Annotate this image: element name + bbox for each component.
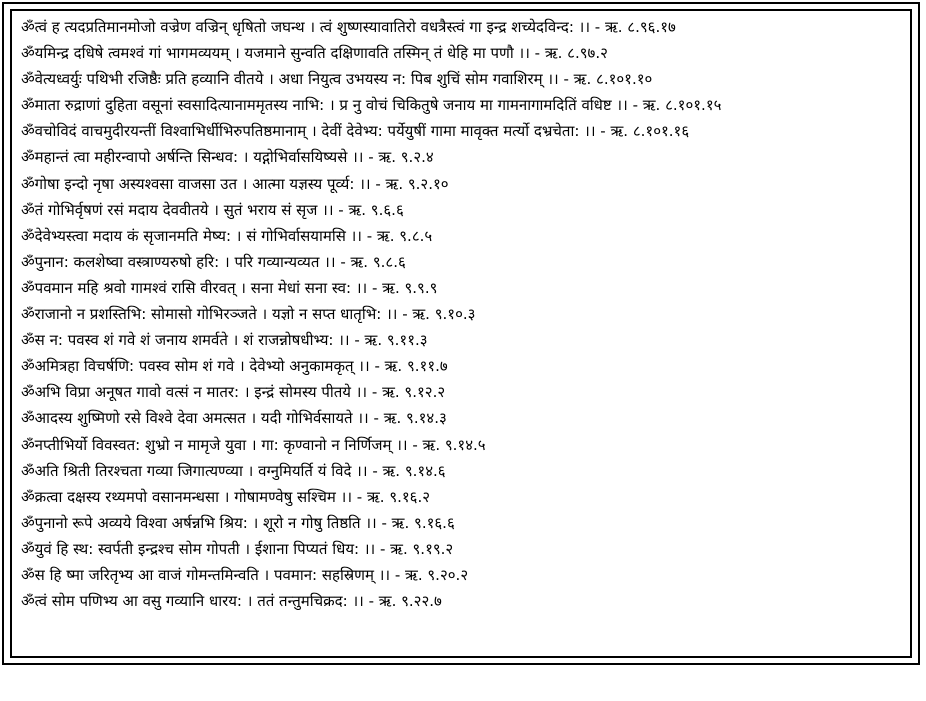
verse-line: ॐपुनानो रूपे अव्यये विश्वा अर्षन्नभि श्रिय: । शूरो न गोषु तिष्ठति ।। - ऋ. ९.१६.६ bbox=[21, 513, 455, 532]
verse-line: ॐत्वं सोम पणिभ्य आ वसु गव्यानि धारय: । ततं तन्तुमचिक्रद: ।। - ऋ. ९.२२.७ bbox=[21, 592, 442, 611]
verse-line: ॐमाता रुद्राणां दुहिता वसूनां स्वसादित्यानाममृतस्य नाभि: । प्र नु वोचं चिकितुषे जनाय मा गामनागामदितिं वधिष्ट ।। - ऋ. ८.१०१.१५ bbox=[21, 96, 722, 115]
verse-line: ॐत्वं ह त्यदप्रतिमानमोजो वज्रेण वज्रिन् धृषितो जघन्थ । त्वं शुष्णस्यावातिरो वधत्रैस्त्वं गा इन्द्र शच्येदविन्द: ।। - ऋ. ८.९६.१७ bbox=[21, 18, 676, 36]
verse-line: ॐअति श्रिती तिरश्चता गव्या जिगात्यण्व्या । वग्नुमियर्ति यं विदे ।। - ऋ. ९.१४.६ bbox=[21, 461, 446, 480]
verse-line: ॐगोषा इन्दो नृषा अस्यश्वसा वाजसा उत । आत्मा यज्ञस्य पूर्व्य: ।। - ऋ. ९.२.१० bbox=[21, 174, 449, 193]
verse-list bbox=[21, 14, 906, 614]
verse-line: ॐवचोविदं वाचमुदीरयन्तीं विश्वाभिर्धीभिरुपतिष्ठमानाम् । देवीं देवेभ्य: पर्येयुषीं गामा मावृक्त मर्त्यो दभ्रचेता: ।। - ऋ. ८.१०१.१६ bbox=[21, 122, 690, 141]
verse-line: ॐआदस्य शुष्मिणो रसे विश्वे देवा अमत्सत । यदी गोभिर्वसायते ।। - ऋ. ९.१४.३ bbox=[21, 409, 447, 428]
verse-line: ॐयुवं हि स्थ: स्वर्पती इन्द्रश्च सोम गोपती । ईशाना पिप्यतं धिय: ।। - ऋ. ९.१९.२ bbox=[21, 539, 454, 558]
outer-border bbox=[2, 2, 920, 665]
verse-line: ॐअभि विप्रा अनूषत गावो वत्सं न मातर: । इन्द्रं सोमस्य पीतये ।। - ऋ. ९.१२.२ bbox=[21, 383, 446, 402]
verse-line: ॐमहान्तं त्वा महीरन्वापो अर्षन्ति सिन्धव: । यद्गोभिर्वासयिष्यसे ।। - ऋ. ९.२.४ bbox=[21, 148, 434, 167]
verse-line: ॐक्रत्वा दक्षस्य रथ्यमपो वसानमन्धसा । गोषामण्वेषु सश्चिम ।। - ऋ. ९.१६.२ bbox=[21, 487, 431, 506]
verse-line: ॐयमिन्द्र दधिषे त्वमश्वं गां भागमव्ययम् । यजमाने सुन्वति दक्षिणावति तस्मिन् तं धेहि मा पणौ ।। - ऋ. ८.९७.२ bbox=[21, 44, 608, 63]
verse-line: ॐपुनान: कलशेष्वा वस्त्राण्यरुषो हरि: । परि गव्यान्यव्यत ।। - ऋ. ९.८.६ bbox=[21, 252, 406, 271]
verse-line: ॐअमित्रहा विचर्षणि: पवस्व सोम शं गवे । देवेभ्यो अनुकामकृत् ।। - ऋ. ९.११.७ bbox=[21, 357, 448, 376]
inner-border bbox=[10, 9, 912, 658]
verse-line: ॐराजानो न प्रशस्तिभि: सोमासो गोभिरञ्जते । यज्ञो न सप्त धातृभि: ।। - ऋ. ९.१०.३ bbox=[21, 305, 476, 324]
verse-line: ॐस न: पवस्व शं गवे शं जनाय शमर्वते । शं राजन्नोषधीभ्य: ।। - ऋ. ९.११.३ bbox=[21, 331, 428, 350]
verse-line: ॐनप्तीभिर्यो विवस्वत: शुभ्रो न मामृजे युवा । गा: कृण्वानो न निर्णिजम् ।। - ऋ. ९.१४.५ bbox=[21, 435, 486, 454]
verse-line: ॐपवमान महि श्रवो गामश्वं रासि वीरवत् । सना मेधां सना स्व: ।। - ऋ. ९.९.९ bbox=[21, 278, 438, 297]
verse-line: ॐस हि ष्मा जरितृभ्य आ वाजं गोमन्तमिन्वति । पवमान: सहस्रिणम् ।। - ऋ. ९.२०.२ bbox=[21, 565, 469, 584]
verse-line: ॐतं गोभिर्वृषणं रसं मदाय देववीतये । सुतं भराय सं सृज ।। - ऋ. ९.६.६ bbox=[21, 200, 404, 219]
verse-line: ॐवेत्यध्वर्युः पथिभी रजिष्ठैः प्रति हव्यानि वीतये । अधा नियुत्व उभयस्य न: पिब शुचिं सोम गवाशिरम् ।। - ऋ. ८.१०१.१० bbox=[21, 70, 653, 89]
verse-line: ॐदेवेभ्यस्त्वा मदाय कं सृजानमति मेष्य: । सं गोभिर्वासयामसि ।। - ऋ. ९.८.५ bbox=[21, 226, 433, 245]
